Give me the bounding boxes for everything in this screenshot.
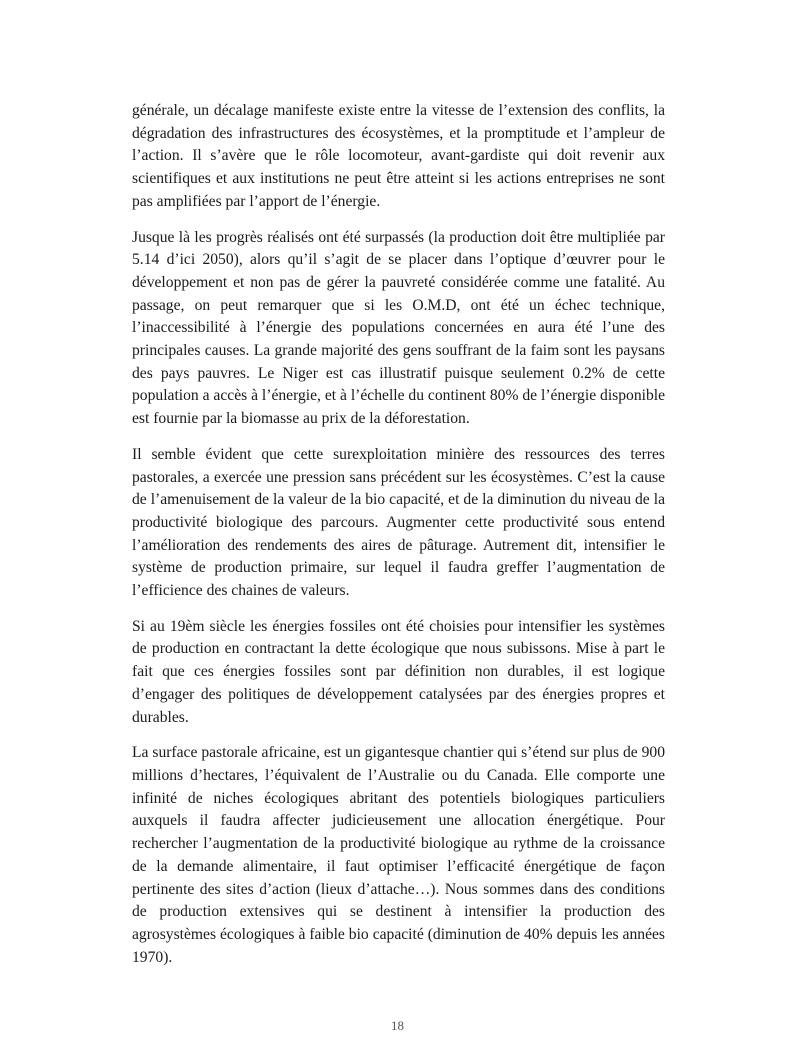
paragraph-4: Si au 19èm siècle les énergies fossiles ont été choisies pour intensifier les systèmes de production en contractant la dette écologique que nous subissons. Mise à part le fait que ces énergies fossiles sont par définition non durables, il est logique d’engager des politiques de développement catalysées par des énergies propres et durables.: [132, 617, 665, 726]
paragraph-5: La surface pastorale africaine, est un gigantesque chantier qui s’étend sur plus de 900 millions d’hectares, l’équivalent de l’Australie ou du Canada. Elle comporte une infinité de niches écologiques abritant des potentiels biologiques particuliers auxquels il faudra affecter judicieusement une allocation énergétique. Pour rechercher l’augmentation de la productivité biologique au rythme de la croissance de la demande alimentaire, il faut optimiser l’efficacité énergétique de façon pertinente des sites d’action (lieux d’attache…). Nous sommes dans des conditions de production extensives qui se destinent à intensifier la production des agrosystèmes écologiques à faible bio capacité (diminution de 40% depuis les années 1970).: [132, 744, 665, 966]
paragraph-1: générale, un décalage manifeste existe entre la vitesse de l’extension des conflits, la dégradation des infrastructures des écosystèmes, et la promptitude et l’ampleur de l’action. Il s’avère que le rôle locomoteur, avant-gardiste qui doit revenir aux scientifiques et aux institutions ne peut être atteint si les actions entreprises ne sont pas amplifiées par l’apport de l’énergie.: [132, 102, 665, 210]
paragraph-2: Jusque là les progrès réalisés ont été surpassés (la production doit être multipliée par 5.14 d’ici 2050), alors qu’il s’agit de se placer dans l’optique d’œuvrer pour le développement et non pas de gérer la pauvreté considérée comme une fatalité. Au passage, on peut remarquer que si les O.M.D, ont été un échec technique, l’inaccessibilité à l’énergie des populations concernées en aura été l’une des principales causes. La grande majorité des gens souffrant de la faim sont les paysans des pays pauvres. Le Niger est cas illustratif puisque seulement 0.2% de cette population a accès à l’énergie, et à l’échelle du continent 80% de l’énergie disponible est fournie par la biomasse au prix de la déforestation.: [132, 228, 665, 428]
document-body: [132, 100, 665, 982]
page-number: 18: [391, 1018, 404, 1033]
paragraph-3: Il semble évident que cette surexploitation minière des ressources des terres pastorales, a exercée une pression sans précédent sur les écosystèmes. C’est la cause de l’amenuisement de la valeur de la bio capacité, et de la diminution du niveau de la productivité biologique des parcours. Augmenter cette productivité sous entend l’amélioration des rendements des aires de pâturage. Autrement dit, intensifier le système de production primaire, sur lequel il faudra greffer l’augmentation de l’efficience des chaines de valeurs.: [132, 445, 665, 600]
